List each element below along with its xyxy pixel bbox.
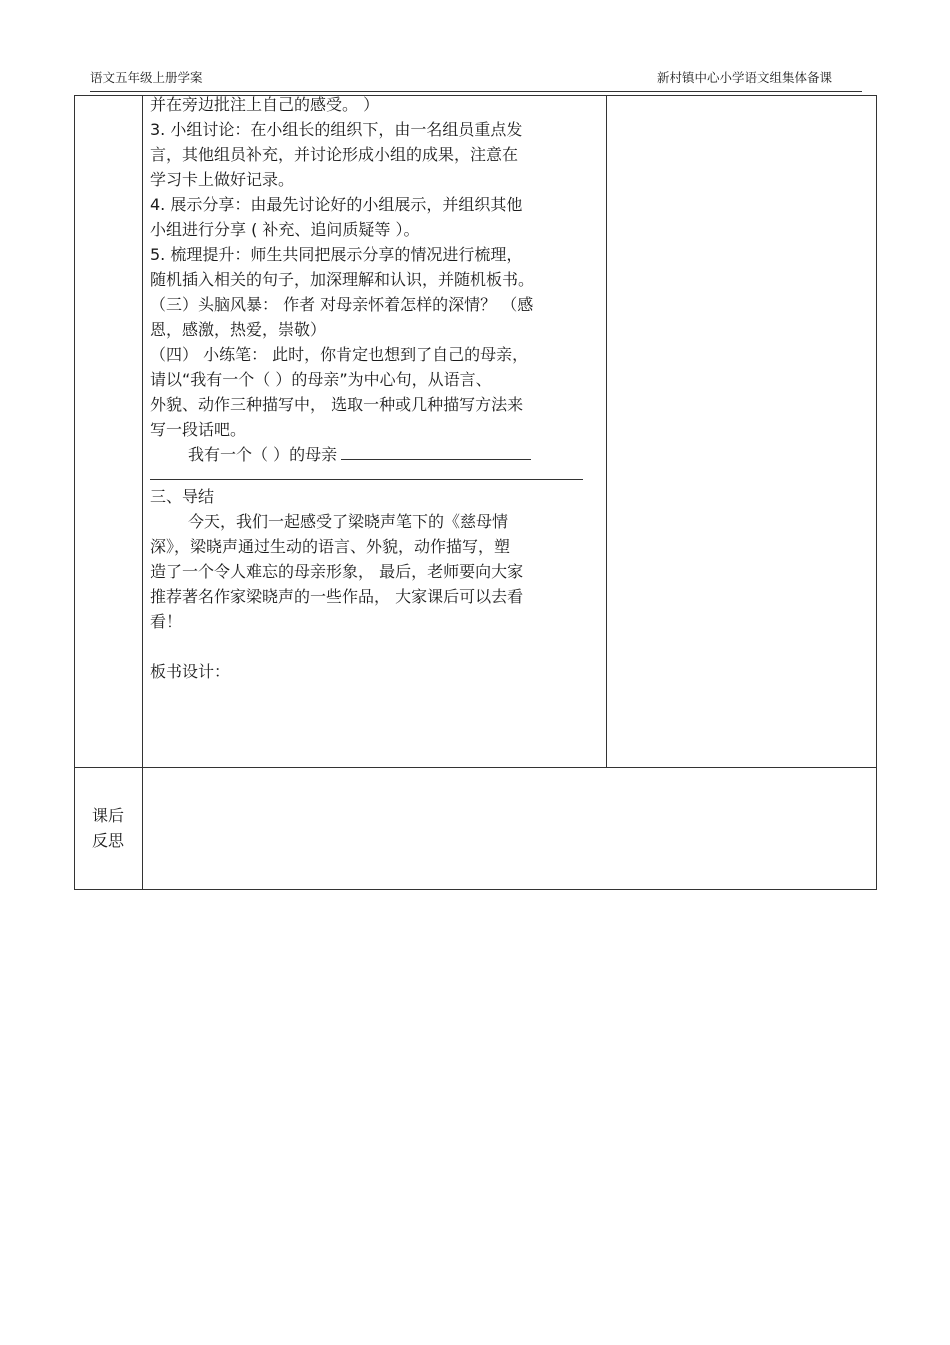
content-line: 小组进行分享 ( 补充、追问质疑等 ）。 — [150, 220, 420, 239]
content-line: 学习卡上做好记录。 — [150, 170, 295, 189]
header-right-title: 新村镇中心小学语文组集体备课 — [656, 70, 832, 85]
summary-title: 三、导结 — [150, 487, 215, 506]
content-line: 写一段话吧。 — [150, 420, 247, 439]
content-line: 3. 小组讨论：在小组长的组织下，由一名组员重点发 — [150, 120, 523, 139]
table-border-col2 — [606, 95, 607, 767]
reflection-label-line: 课后 — [91, 806, 124, 825]
table-border-left — [74, 95, 75, 890]
header-left-title: 语文五年级上册学案 — [90, 70, 203, 85]
lesson-content — [150, 92, 590, 684]
content-line: 外貌、动作三种描写中， 选取一种或几种描写方法来 — [150, 395, 524, 414]
content-line: 4. 展示分享：由最先讨论好的小组展示，并组织其他 — [150, 195, 523, 214]
table-border-bottom — [74, 889, 877, 890]
content-line: （三）头脑风暴： 作者 对母亲怀着怎样的深情？ （感 — [150, 295, 534, 314]
summary-line: 推荐著名作家梁晓声的一些作品， 大家课后可以去看 — [150, 587, 524, 606]
board-design-label: 板书设计： — [150, 662, 231, 681]
content-line: 言，其他组员补充，并讨论形成小组的成果，注意在 — [150, 145, 519, 164]
content-line: 5. 梳理提升：师生共同把展示分享的情况进行梳理， — [150, 245, 523, 264]
table-border-col1 — [142, 95, 143, 890]
reflection-label-line: 反思 — [91, 831, 124, 850]
content-line: 请以“我有一个（ ）的母亲”为中心句，从语言、 — [150, 370, 492, 389]
table-border-mid — [74, 767, 877, 768]
content-line: 并在旁边批注上自己的感受。 ） — [150, 95, 380, 114]
blank-full-underline — [150, 467, 583, 480]
summary-line: 今天，我们一起感受了梁晓声笔下的《慈母情 — [188, 512, 509, 531]
content-line: 随机插入相关的句子，加深理解和认识，并随机板书。 — [150, 270, 535, 289]
summary-line: 造了一个令人难忘的母亲形象， 最后，老师要向大家 — [150, 562, 524, 581]
reflection-label — [74, 803, 142, 853]
blank-underline — [341, 444, 531, 460]
content-line: （四） 小练笔： 此时，你肯定也想到了自己的母亲， — [150, 345, 529, 364]
table-border-right — [876, 95, 877, 890]
content-line: 恩，感激，热爱，崇敬） — [150, 320, 327, 339]
summary-line: 看！ — [150, 612, 183, 631]
fill-in-prompt: 我有一个（ ）的母亲 — [188, 445, 338, 464]
summary-line: 深》，梁晓声通过生动的语言、外貌，动作描写，塑 — [150, 537, 511, 556]
fill-in-line — [150, 442, 590, 467]
